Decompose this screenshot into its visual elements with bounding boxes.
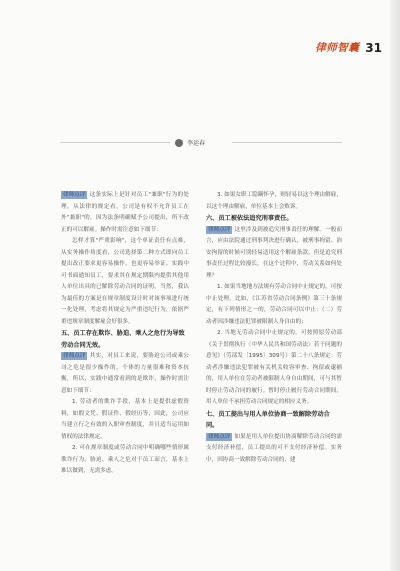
author-divider-right [232, 142, 342, 143]
body-paragraph [61, 397, 189, 443]
right-column [206, 190, 342, 466]
page-binding-shadow [390, 0, 400, 571]
section-heading: 七、员工提出与用人单位协商一致解除劳动合同。 [206, 410, 330, 429]
body-paragraph [61, 190, 189, 236]
running-header [315, 40, 382, 55]
paragraph-text: 2. 当地无劳动合同中止规定的，可按照原劳动部《关于贯彻执行〈中华人民共和国劳动法〉若干问题的意见》（劳部发〔1995〕309号）第二十八条规定：劳动者涉嫌违法犯罪被有关机关收容审查、拘留或逮捕的，用人单位在劳动者被限制人身自由期间，可与其暂时停止劳动合同的履行。暂时停止履行劳动合同期间，用人单位不承担劳动合同规定的相应义务。 [206, 330, 342, 405]
body-paragraph [61, 236, 189, 328]
paragraph-text: 这条实际上是针对员工"兼职"行为的处理，从法律的规定看，公司是有权不允许员工在外"兼职"的，因为法条明确赋予公司提出，所不改正的可以解雇。操作时需注意如下细节： [61, 192, 189, 233]
lawyer-comment-tag: 律师点评 [63, 353, 86, 359]
body-paragraph [206, 190, 342, 213]
body-paragraph [61, 351, 189, 397]
paragraph-text: 怎样才算"严重影响"，这个单证责任有点难，从实务操作角度看，公司选择第二种方式即向员工提出改正要求更容易操作，也更容易举证。实践中可书面通知员工，要求其在规定期限内提供其他用人单位出具的已解除劳动合同的证明。当然，我认为最佳的方案是在规章制度设计时对该事项进行统一化处理，考虑将其规定为严重违纪行为，依据严重违规章制度解雇会好很多。 [61, 238, 189, 325]
body-paragraph [61, 443, 189, 478]
paragraph-text: 这里涉及到被追究刑事责任的理解。一般而言，应由法院通过刑事判决进行确认，被刑事拘留、治安拘留的时候可别轻易适用这个解雇条款。但是追究刑事责任过程比较漫长，在这个过程中，劳动关系如何处理？ [206, 226, 342, 279]
paragraph-text: 2. 可在规章制度或劳动合同中明确哪些情形属欺诈行为。胁迫、乘人之危对于员工而言，基本上难以做到，无需多虑。 [61, 445, 189, 474]
body-paragraph [206, 225, 342, 283]
lawyer-comment-tag: 律师点评 [208, 433, 231, 440]
left-column [61, 190, 189, 478]
section-brand: 律师智囊 [315, 42, 360, 54]
body-paragraph [206, 328, 342, 409]
section-heading: 六、员工被依法追究刑事责任。 [206, 215, 293, 222]
body-paragraph [206, 432, 342, 467]
lawyer-comment-tag: 律师点评 [63, 192, 86, 198]
body-paragraph [206, 282, 342, 328]
paragraph-text: 如果是用人单位提出协商解除劳动合同的需支付经济补偿，员工提出的可不支付经济补偿。实务中，因协商一致解除劳动合同的，建 [206, 433, 342, 463]
page-number: 31 [365, 40, 382, 55]
author-name: 李运春 [187, 140, 206, 147]
author-byline [175, 138, 205, 147]
author-divider-left [60, 142, 170, 143]
author-bullet-icon [175, 139, 183, 147]
paragraph-text: 1. 如果当地地方法规有劳动合同中止规定的，可按中止处理，比如，《江苏省劳动合同条例》第三十条规定，有下列情形之一的，劳动合同可以中止：（二）劳动者因涉嫌违法犯罪被限制人身自由的； [206, 284, 342, 325]
paragraph-text: 其实，对员工来说，要胁迫公司或乘公司之危是很少操作的，个体的力量很难和资本抗衡，所以，实践中通常看到的是欺诈，操作时需注意如下细节： [61, 353, 189, 394]
paragraph-text: 3. 如果女职工隐瞒怀孕，则轻易以这个理由解雇，以这个理由解雇，单位基本上会败诉。 [206, 192, 342, 210]
lawyer-comment-tag: 律师点评 [208, 226, 231, 233]
section-heading: 五、员工存在欺诈、胁迫、乘人之危行为导致劳动合同无效。 [61, 330, 185, 349]
paragraph-text: 1. 劳动者的欺诈手段，基本上是提供虚假资料，如假文凭、假证件、假经历等，因此，公司应当建立行之有效的入职审查制度，并且适当运用如情权的法律规定。 [61, 399, 189, 440]
